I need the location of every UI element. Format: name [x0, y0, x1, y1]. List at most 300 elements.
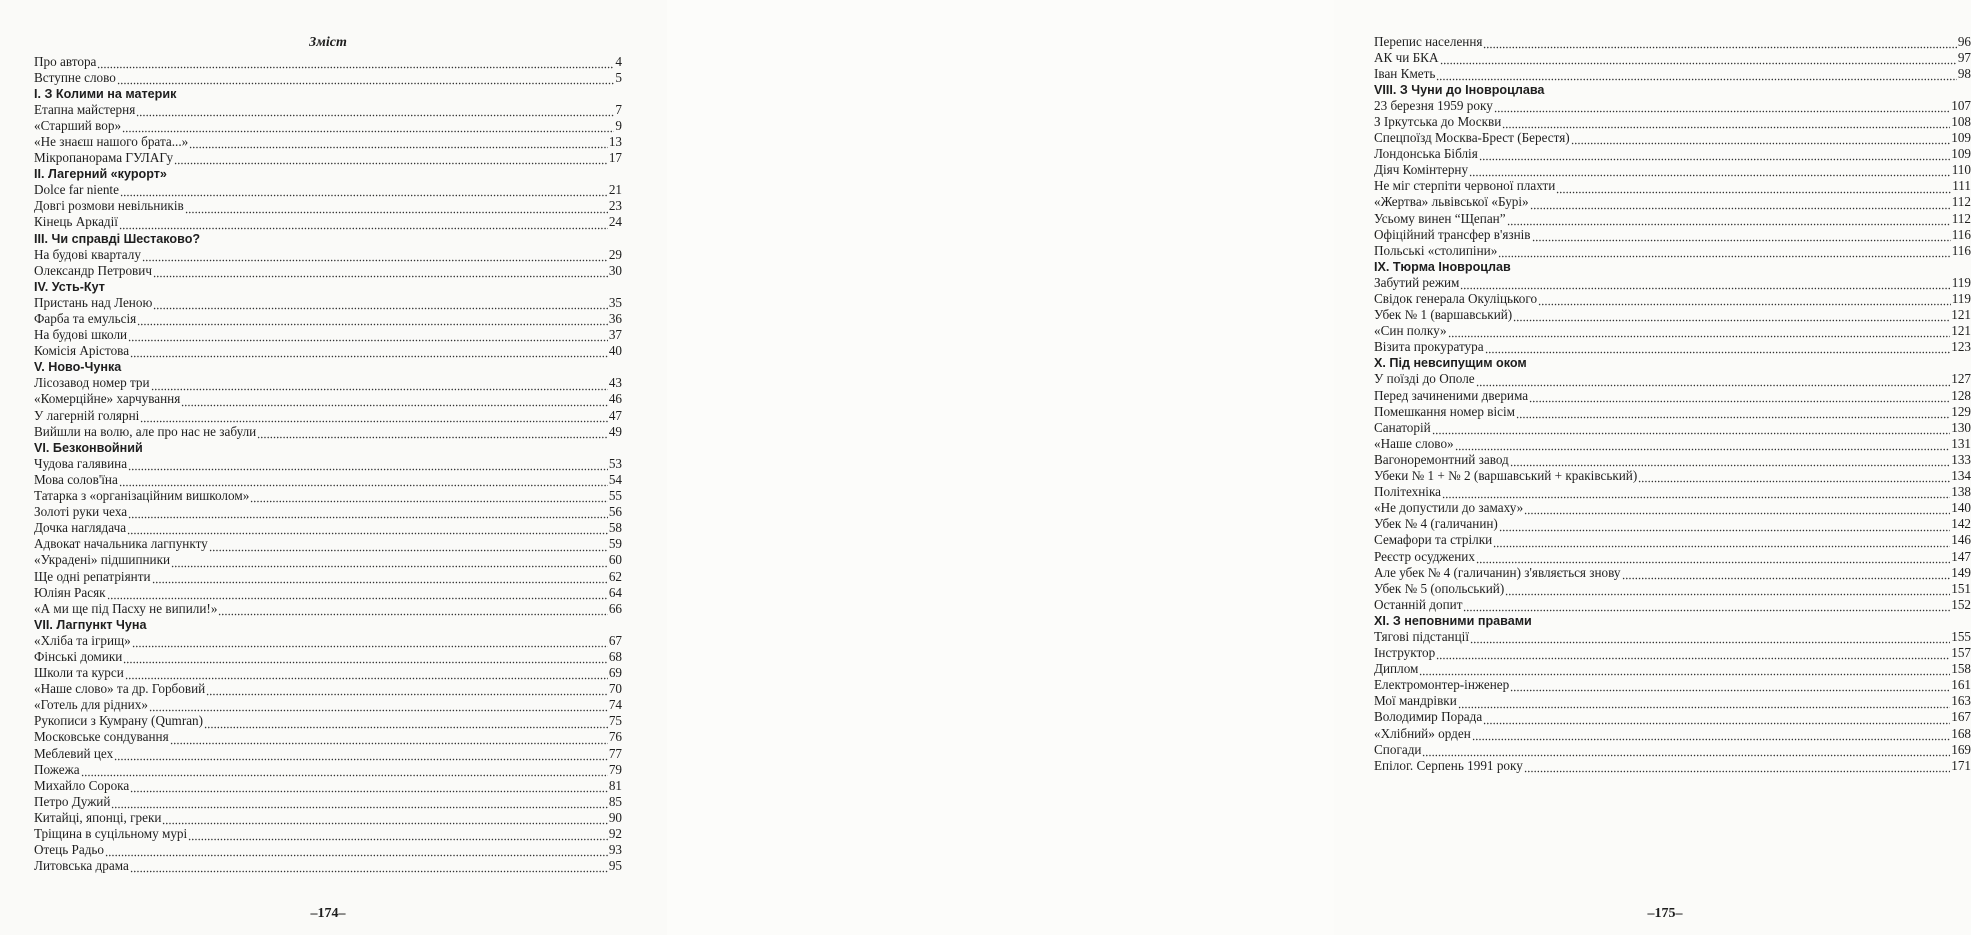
toc-entry-title: «Наше слово» та др. Горбовий [34, 681, 206, 697]
dot-leader [125, 665, 608, 681]
toc-entry-title: Реєстр осуджених [1374, 548, 1475, 564]
toc-entry-page: 146 [1951, 532, 1971, 548]
toc-entry-title: Чудова галявина [34, 455, 128, 471]
left-page [0, 0, 667, 935]
toc-entry-page: 152 [1951, 596, 1971, 612]
toc-entry [1374, 597, 1971, 613]
toc-entry [34, 102, 622, 118]
toc-entry-title: Dolce far niente [34, 182, 119, 198]
toc-entry-title: Вагоноремонтний завод [1374, 451, 1509, 467]
toc-entry [1374, 307, 1971, 323]
toc-entry-title: АК чи БКА [1374, 49, 1439, 65]
dot-leader [185, 198, 608, 214]
dot-leader [162, 810, 607, 826]
toc-entry-title: Отець Радьо [34, 842, 105, 858]
toc-entry [1374, 645, 1971, 661]
toc-entry-page: 147 [1951, 548, 1971, 564]
toc-entry-page: 85 [608, 793, 622, 809]
toc-entry [34, 70, 622, 86]
toc-entry [34, 520, 622, 536]
toc-entry-page: 123 [1951, 339, 1971, 355]
toc-entry-page: 68 [608, 648, 622, 664]
toc-entry-page: 54 [608, 471, 622, 487]
dot-leader [1556, 178, 1951, 194]
dot-leader [1469, 162, 1951, 178]
dot-leader [1516, 404, 1950, 420]
toc-entry-title: Не міг стерпіти червоної плахти [1374, 178, 1556, 194]
toc-section-heading [34, 166, 622, 182]
toc-entry-title: Семафори та стрілки [1374, 532, 1493, 548]
toc-entry [34, 408, 622, 424]
toc-entry-title: У лагерній голярні [34, 407, 140, 423]
toc-entry [34, 762, 622, 778]
dot-leader [204, 713, 608, 729]
dot-leader [1470, 629, 1950, 645]
page-number-right: –175– [1647, 906, 1683, 921]
dot-leader [1448, 323, 1951, 339]
toc-entry [34, 311, 622, 327]
dot-leader [1524, 758, 1950, 774]
toc-entry-page: 112 [1951, 194, 1971, 210]
toc-entry [1374, 243, 1971, 259]
toc-entry [1374, 227, 1971, 243]
dot-leader [1455, 436, 1951, 452]
toc-entry [34, 585, 622, 601]
toc-entry-page: 58 [608, 520, 622, 536]
toc-entry-title: X. Під невсипущим оком [1374, 356, 1527, 371]
toc-entry-page: 131 [1951, 435, 1971, 451]
toc-entry-title: Свідок генерала Окуліцького [1374, 291, 1538, 306]
toc-entry-title: Ще одні репатріянти [34, 568, 151, 584]
toc-entry-title: Вступне слово [34, 69, 116, 85]
dot-leader [1498, 243, 1950, 259]
toc-entry-title: Фінські домики [34, 648, 123, 664]
toc-entry [34, 826, 622, 842]
toc-entry-page: 134 [1951, 468, 1971, 484]
toc-entry [34, 263, 622, 279]
toc-entry-title: Адвокат начальника лагпункту [34, 536, 208, 552]
toc-entry-title: Школи та курси [34, 665, 124, 681]
toc-entry-page: 119 [1951, 291, 1971, 306]
toc-entry [1374, 371, 1971, 387]
toc-entry [1374, 50, 1971, 66]
dot-leader [170, 729, 608, 745]
toc-entry [1374, 194, 1971, 210]
toc-entry [34, 697, 622, 713]
dot-leader [1483, 709, 1950, 725]
toc-entry-page: 23 [608, 198, 622, 214]
dot-leader [136, 102, 614, 118]
toc-entry-title: «Хлібний» орден [1374, 725, 1471, 741]
toc-entry-page: 128 [1951, 387, 1971, 403]
dot-leader [122, 118, 614, 134]
toc-title: Зміст [309, 35, 347, 50]
toc-entry [1374, 130, 1971, 146]
toc-entry [1374, 742, 1971, 758]
toc-entry-title: Помешкання номер вісім [1374, 403, 1515, 419]
toc-entry-title: Про автора [34, 53, 97, 69]
toc-entry-page: 79 [608, 761, 622, 777]
toc-entry-title: Спецпоїзд Москва-Брест (Берестя) [1374, 130, 1570, 146]
toc-section-heading [1374, 82, 1971, 98]
toc-section-heading [34, 86, 622, 102]
toc-entry-page: 95 [608, 858, 622, 874]
toc-entry-page: 107 [1951, 97, 1971, 113]
toc-entry-page: 75 [608, 713, 622, 729]
dot-leader [1476, 371, 1951, 387]
toc-entry [1374, 452, 1971, 468]
toc-entry-page: 121 [1951, 323, 1971, 339]
toc-entry [1374, 436, 1971, 452]
dot-leader [218, 601, 607, 617]
toc-entry [1374, 339, 1971, 355]
toc-entry-title: Убек № 1 (варшавський) [1374, 307, 1513, 323]
toc-entry-title: Петро Дужий [34, 793, 111, 809]
dot-leader [1479, 146, 1950, 162]
toc-entry [34, 794, 622, 810]
toc-entry [34, 295, 622, 311]
toc-entry-title: Довгі розмови невільників [34, 198, 184, 214]
toc-entry [34, 134, 622, 150]
toc-entry-title: Володимир Порада [1374, 709, 1483, 725]
toc-entry [1374, 468, 1971, 484]
dot-leader [151, 375, 608, 391]
dot-leader [97, 54, 614, 70]
toc-entry-page: 55 [608, 488, 622, 504]
dot-leader [107, 585, 608, 601]
toc-entry-title: 23 березня 1959 року [1374, 97, 1493, 113]
toc-entry-page: 169 [1951, 741, 1971, 757]
toc-entry-page: 40 [608, 343, 622, 359]
toc-entry [1374, 500, 1971, 516]
dot-leader [152, 569, 608, 585]
toc-entry-page: 116 [1951, 242, 1971, 258]
toc-entry-page: 69 [608, 665, 622, 681]
dot-leader [1494, 98, 1950, 114]
toc-entry-title: VIII. З Чуни до Іновроцлава [1374, 82, 1545, 97]
toc-entry-title: Мова солов'їна [34, 471, 118, 487]
toc-entry-page: 37 [608, 327, 622, 343]
dot-leader [1510, 677, 1950, 693]
dot-leader [257, 424, 608, 440]
dot-leader [1432, 420, 1951, 436]
toc-entry-title: Меблевий цех [34, 745, 114, 761]
dot-leader [1476, 549, 1950, 565]
toc-entry [34, 343, 622, 359]
toc-entry [1374, 758, 1971, 774]
toc-entry-title: Польські «столипіни» [1374, 242, 1498, 258]
toc-entry-title: Діяч Комінтерну [1374, 162, 1469, 178]
toc-entry-page: 60 [608, 552, 622, 568]
toc-entry-page: 90 [608, 809, 622, 825]
toc-entry-title: Пристань над Леною [34, 294, 153, 310]
toc-entry [34, 536, 622, 552]
toc-entry-page: 140 [1951, 500, 1971, 516]
toc-entry-title: Московське сондування [34, 729, 169, 745]
toc-entry-title: XI. З неповними правами [1374, 613, 1532, 628]
dot-leader [137, 311, 608, 327]
dot-leader [123, 649, 608, 665]
toc-section-heading [34, 617, 622, 633]
dot-leader [81, 762, 608, 778]
toc-entry-title: Але убек № 4 (галичанин) з'являється знову [1374, 564, 1621, 580]
toc-list-right [1374, 34, 1971, 774]
toc-entry-title: Перед зачиненими дверима [1374, 387, 1529, 403]
dot-leader [153, 295, 608, 311]
toc-entry [1374, 66, 1971, 82]
dot-leader [142, 247, 608, 263]
toc-entry [1374, 388, 1971, 404]
toc-entry-title: І. З Колими на материк [34, 86, 177, 101]
toc-entry-title: Юліян Расяк [34, 584, 106, 600]
toc-entry-title: Санаторій [1374, 419, 1431, 435]
toc-entry-page: 74 [608, 697, 622, 713]
toc-entry [1374, 291, 1971, 307]
dot-leader [206, 681, 608, 697]
toc-entry-page: 158 [1951, 661, 1971, 677]
dot-leader [130, 343, 608, 359]
toc-entry-page: 30 [608, 262, 622, 278]
toc-entry-title: Китайці, японці, греки [34, 809, 162, 825]
toc-entry-page: 109 [1951, 130, 1971, 146]
toc-section-heading [34, 279, 622, 295]
toc-entry [34, 746, 622, 762]
toc-entry-title: Тріщина в суцільному мурі [34, 826, 188, 841]
dot-leader [1510, 452, 1950, 468]
toc-section-heading [1374, 355, 1971, 371]
toc-section-heading [1374, 613, 1971, 629]
toc-entry-page: 4 [615, 53, 622, 69]
toc-entry [1374, 709, 1971, 725]
dot-leader [1507, 211, 1951, 227]
toc-entry-title: Рукописи з Кумрану (Qumran) [34, 713, 204, 729]
toc-entry-page: 98 [1957, 65, 1971, 81]
toc-entry-title: «Готель для рідних» [34, 697, 148, 713]
dot-leader [127, 520, 608, 536]
toc-entry [34, 681, 622, 697]
dot-leader [1499, 516, 1950, 532]
dot-leader [1442, 484, 1950, 500]
toc-entry-title: У поїзді до Ополе [1374, 371, 1475, 387]
toc-entry-title: Убек № 4 (галичанин) [1374, 516, 1498, 532]
dot-leader [119, 214, 608, 230]
toc-entry [1374, 420, 1971, 436]
toc-entry-page: 81 [608, 777, 622, 793]
toc-entry [34, 858, 622, 874]
toc-entry-title: «А ми ще під Пасху не випили!» [34, 600, 218, 616]
toc-entry-page: 130 [1951, 419, 1971, 435]
toc-entry-page: 47 [608, 407, 622, 423]
toc-entry [1374, 629, 1971, 645]
dot-leader [130, 858, 608, 874]
toc-entry-title: Золоті руки чеха [34, 504, 128, 520]
toc-entry [1374, 532, 1971, 548]
toc-entry-page: 5 [615, 69, 622, 85]
toc-entry-title: Інструктор [1374, 645, 1436, 661]
toc-entry-page: 127 [1951, 371, 1971, 387]
toc-entry-title: Мої мандрівки [1374, 693, 1457, 709]
toc-entry [34, 391, 622, 407]
toc-entry [34, 552, 622, 568]
toc-entry [34, 488, 622, 504]
toc-entry-page: 138 [1951, 484, 1971, 500]
dot-leader [188, 826, 608, 842]
toc-entry-page: 76 [608, 729, 622, 745]
toc-entry-page: 157 [1951, 645, 1971, 661]
dot-leader [1538, 291, 1951, 307]
page-number-left: –174– [310, 906, 346, 921]
dot-leader [1436, 66, 1956, 82]
toc-entry [34, 424, 622, 440]
toc-entry-page: 133 [1951, 451, 1971, 467]
toc-entry [34, 54, 622, 70]
dot-leader [1502, 114, 1950, 130]
toc-entry-page: 149 [1951, 564, 1971, 580]
toc-entry [1374, 178, 1971, 194]
toc-entry-page: 21 [608, 182, 622, 198]
toc-entry [1374, 677, 1971, 693]
toc-entry-title: Тягові підстанції [1374, 628, 1469, 644]
toc-entry-title: «Не допустили до замаху» [1374, 500, 1524, 516]
toc-entry-page: 35 [608, 294, 622, 310]
toc-entry [34, 649, 622, 665]
dot-leader [111, 794, 607, 810]
toc-entry-page: 121 [1951, 307, 1971, 323]
toc-entry-page: 67 [608, 632, 622, 648]
dot-leader [1529, 388, 1950, 404]
toc-entry-page: 161 [1951, 677, 1971, 693]
toc-entry [1374, 146, 1971, 162]
toc-entry-title: Олександр Петрович [34, 262, 152, 278]
toc-entry-page: 110 [1951, 162, 1971, 178]
toc-entry [34, 842, 622, 858]
dot-leader [1436, 645, 1950, 661]
toc-entry-page: 9 [615, 117, 622, 133]
toc-entry-title: Кінець Аркадії [34, 214, 118, 230]
toc-entry-page: 29 [608, 246, 622, 262]
toc-entry-page: 92 [608, 826, 622, 841]
toc-entry [1374, 565, 1971, 581]
dot-leader [128, 456, 608, 472]
toc-entry-page: 43 [608, 375, 622, 391]
toc-entry [34, 150, 622, 166]
toc-entry-title: VI. Безконвойний [34, 440, 143, 455]
toc-entry-page: 112 [1951, 210, 1971, 226]
dot-leader [1463, 597, 1950, 613]
toc-entry-title: Пожежа [34, 761, 80, 777]
toc-entry-title: V. Ново-Чунка [34, 360, 122, 375]
toc-entry-page: 119 [1951, 274, 1971, 290]
toc-entry [34, 247, 622, 263]
toc-section-heading [34, 440, 622, 456]
toc-entry-page: 111 [1952, 178, 1971, 194]
toc-entry-title: Татарка з «організаційним вишколом» [34, 488, 250, 504]
toc-entry-title: Спогади [1374, 741, 1422, 757]
dot-leader [1460, 275, 1950, 291]
dot-leader [1638, 468, 1950, 484]
toc-entry-title: Убеки № 1 + № 2 (варшавський + краківський) [1374, 468, 1638, 484]
dot-leader [1513, 307, 1950, 323]
toc-entry [1374, 323, 1971, 339]
dot-leader [132, 633, 608, 649]
toc-entry [34, 214, 622, 230]
toc-entry [1374, 549, 1971, 565]
toc-entry [34, 327, 622, 343]
toc-entry-title: «Жертва» львівської «Бурі» [1374, 194, 1529, 210]
dot-leader [105, 842, 608, 858]
toc-entry-title: VII. Лагпункт Чуна [34, 617, 147, 632]
toc-entry [34, 810, 622, 826]
toc-entry [34, 472, 622, 488]
toc-entry-page: 129 [1951, 403, 1971, 419]
toc-entry [34, 182, 622, 198]
dot-leader [250, 488, 608, 504]
toc-entry-title: «Наше слово» [1374, 435, 1454, 451]
toc-entry [1374, 34, 1971, 50]
toc-entry-title: Вийшли на волю, але про нас не забули [34, 423, 257, 439]
toc-entry-title: Дочка наглядача [34, 520, 127, 536]
toc-entry-page: 155 [1951, 628, 1971, 644]
toc-entry-page: 64 [608, 584, 622, 600]
toc-entry-title: «Старший вор» [34, 117, 122, 133]
toc-entry-page: 109 [1951, 146, 1971, 162]
dot-leader [1530, 194, 1951, 210]
toc-entry-page: 163 [1951, 693, 1971, 709]
toc-entry-title: Убек № 5 (опольський) [1374, 580, 1505, 596]
dot-leader [119, 472, 608, 488]
toc-entry-page: 77 [608, 745, 622, 761]
toc-entry-title: Офіційний трансфер в'язнів [1374, 226, 1531, 242]
dot-leader [1485, 339, 1951, 355]
toc-entry [1374, 726, 1971, 742]
toc-entry [1374, 404, 1971, 420]
toc-entry-title: Іван Кметь [1374, 65, 1436, 81]
dot-leader [149, 697, 608, 713]
toc-entry-title: IX. Тюрма Іновроцлав [1374, 259, 1511, 274]
dot-leader [1524, 500, 1950, 516]
toc-entry [1374, 661, 1971, 677]
toc-entry [34, 729, 622, 745]
toc-entry-title: Перепис населення [1374, 33, 1483, 49]
toc-entry [1374, 114, 1971, 130]
toc-section-heading [34, 231, 622, 247]
dot-leader [1458, 693, 1950, 709]
toc-entry-page: 108 [1951, 113, 1971, 129]
dot-leader [171, 552, 608, 568]
toc-entry-title: ІІІ. Чи справді Шестаково? [34, 231, 201, 246]
dot-leader [153, 263, 608, 279]
dot-leader [1440, 50, 1957, 66]
toc-entry-page: 151 [1951, 580, 1971, 596]
dot-leader [114, 746, 608, 762]
toc-entry-page: 59 [608, 536, 622, 552]
toc-entry-title: Етапна майстерня [34, 101, 136, 117]
dot-leader [117, 70, 615, 86]
dot-leader [189, 134, 608, 150]
toc-entry-title: Фарба та емульсія [34, 311, 137, 326]
dot-leader [1422, 742, 1950, 758]
dot-leader [1419, 661, 1950, 677]
toc-entry-page: 66 [608, 600, 622, 616]
toc-entry [1374, 693, 1971, 709]
toc-entry-page: 24 [608, 214, 622, 230]
dot-leader [1622, 565, 1951, 581]
dot-leader [128, 504, 608, 520]
dot-leader [174, 150, 608, 166]
toc-entry-title: ІІ. Лагерний «курорт» [34, 167, 167, 182]
dot-leader [128, 327, 608, 343]
toc-entry-page: 46 [608, 391, 622, 407]
